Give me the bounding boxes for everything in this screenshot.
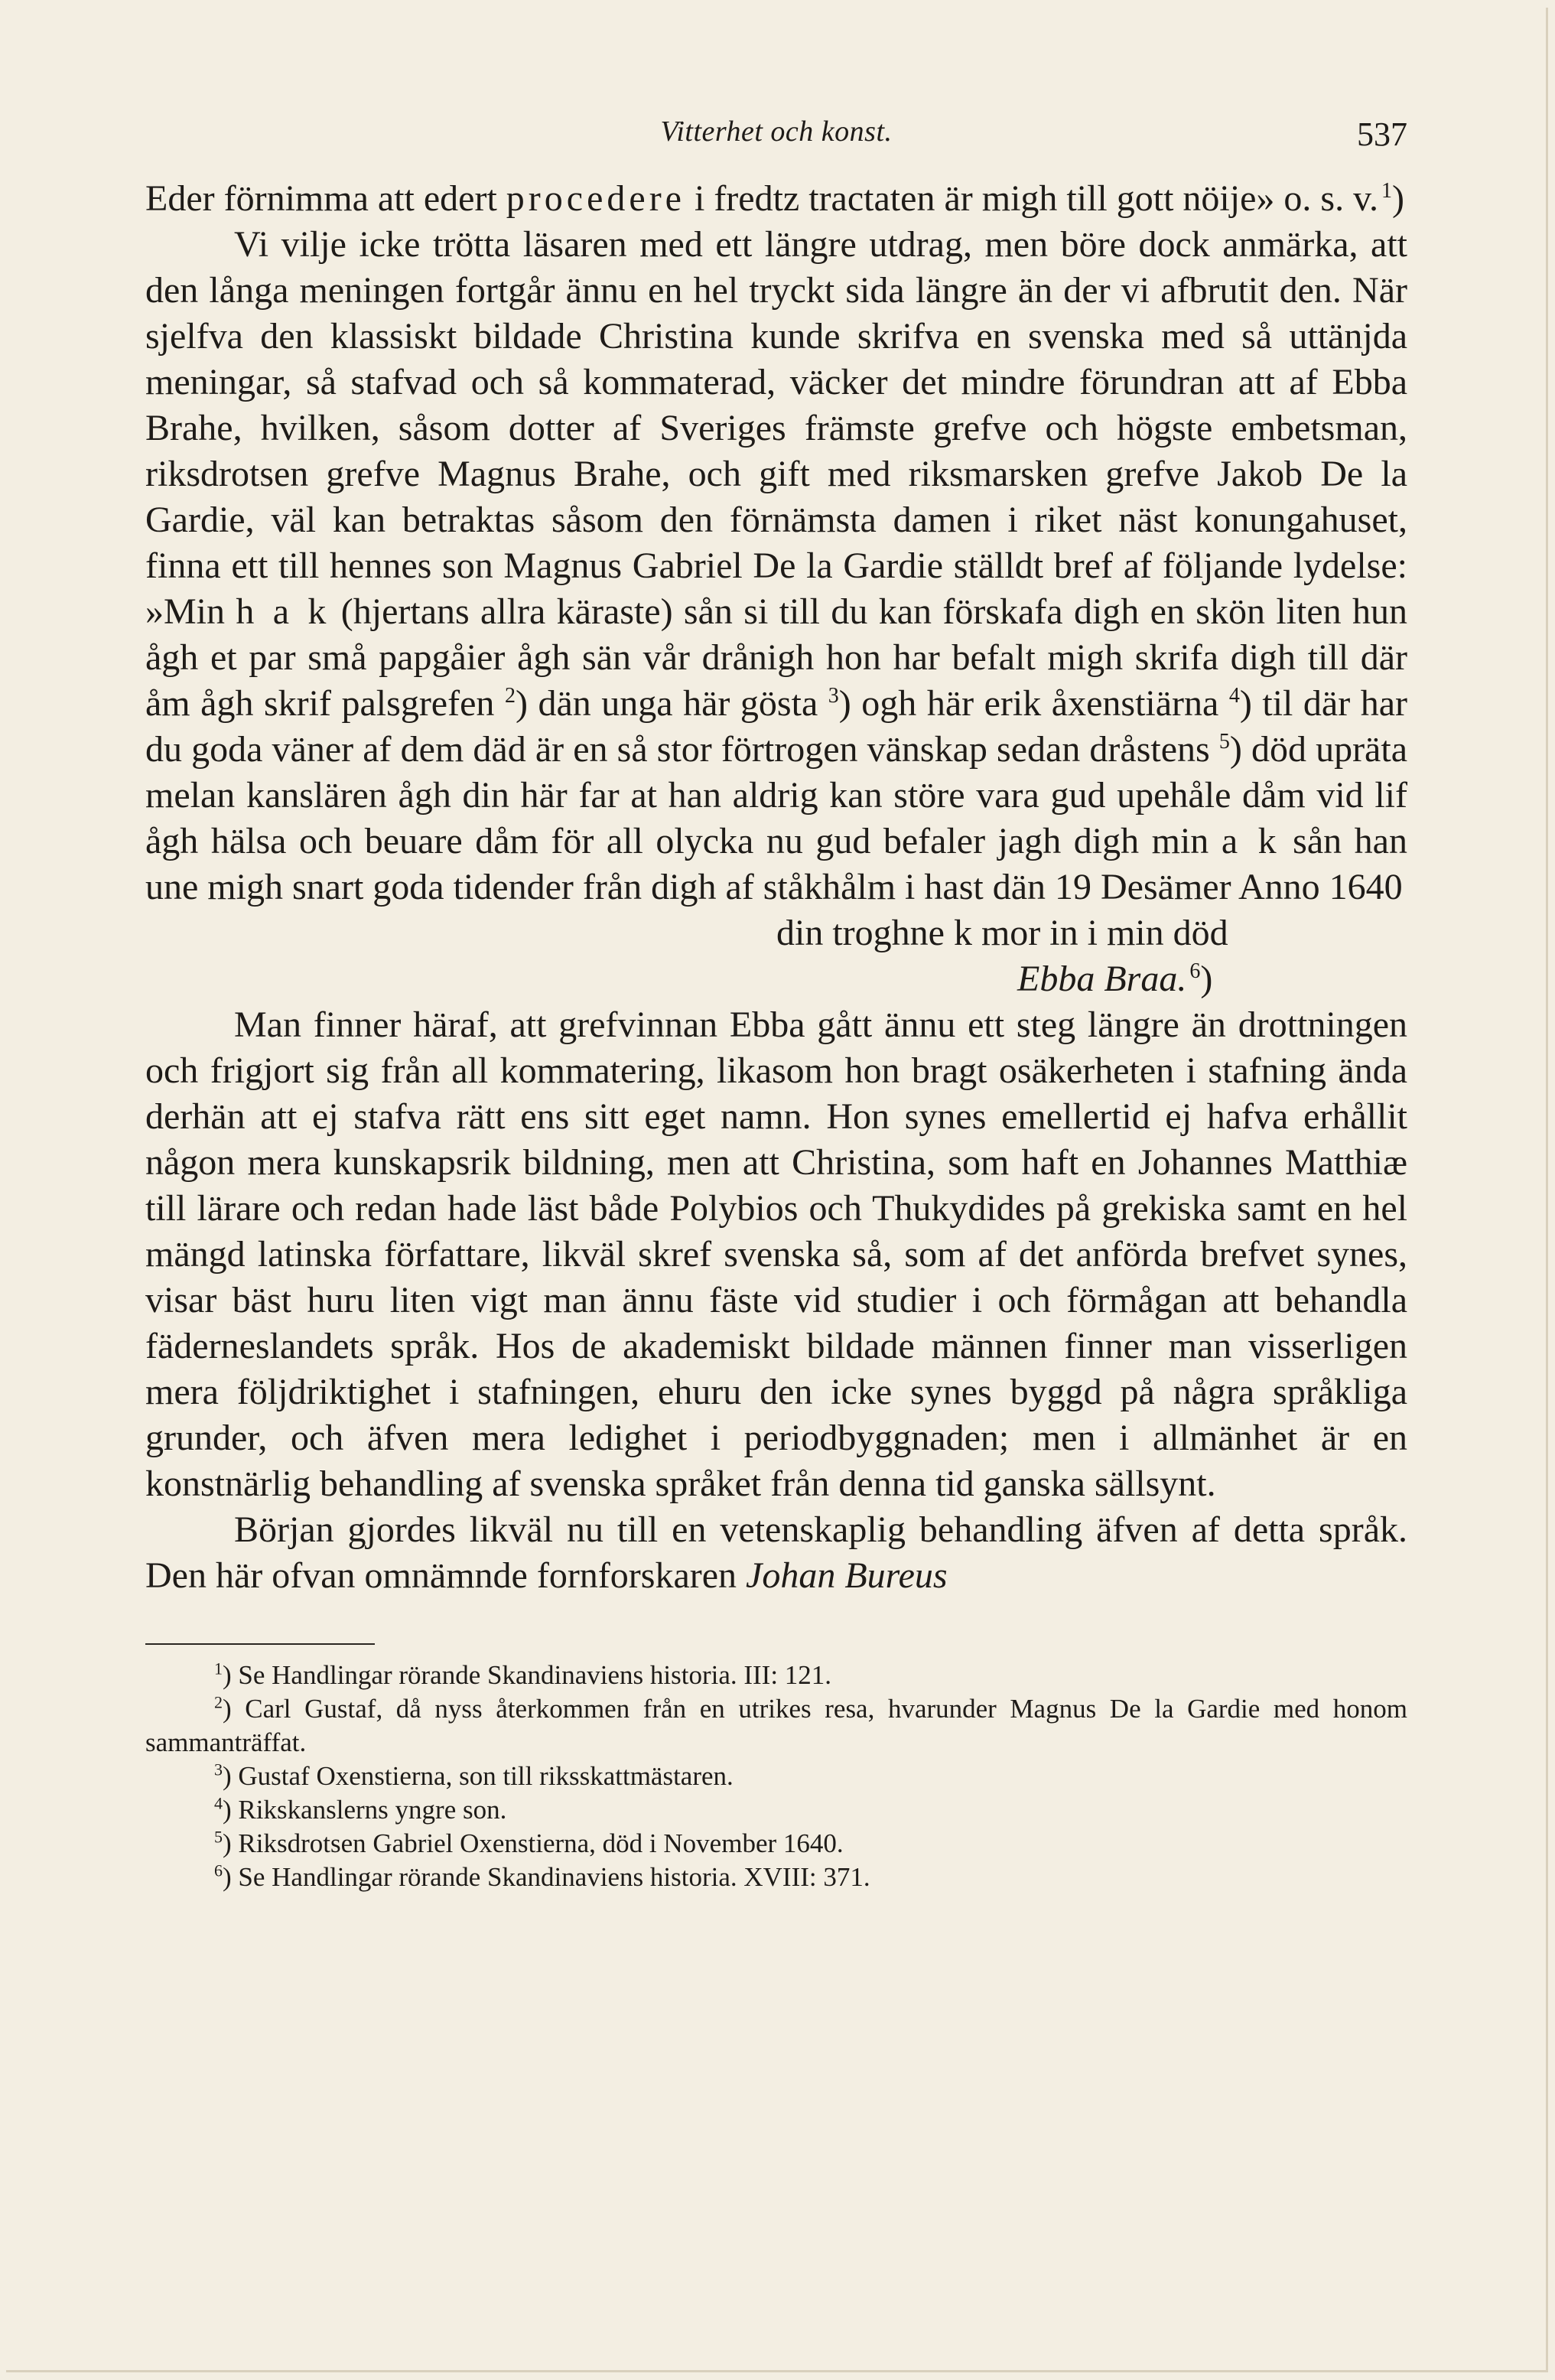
footnote-text: Rikskanslerns yngre son.: [238, 1795, 507, 1825]
signature-name: Ebba Braa.: [1017, 959, 1187, 999]
text-run: ) dän unga här gösta: [515, 683, 828, 724]
footnote-ref-6: 6: [1189, 959, 1201, 983]
footnote-mark: [214, 1795, 232, 1825]
footnote-ref-paren: ): [1200, 959, 1213, 999]
footnote-number: 2: [214, 1692, 223, 1712]
footnote-mark: [214, 1828, 232, 1858]
footnote-3: [145, 1760, 1407, 1793]
footnote-paren: ): [223, 1694, 232, 1724]
footnote-rule: [145, 1643, 375, 1645]
text-run: Eder förnimma att edert: [145, 178, 506, 219]
footnote-ref-3: 3: [828, 684, 839, 708]
footnote-6: [145, 1861, 1407, 1894]
footnote-paren: ): [223, 1660, 232, 1690]
text-run: Man finner häraf, att grefvinnan Ebba gått ännu ett steg längre än drottningen och frigjort sig från all kommatering, likasom hon bragt osäkerheten i stafning ända derhän att ej stafva rätt ens sitt eget namn. Hon synes emellertid ej hafva erhållit någon mera kunskapsrik bildning, men att Christina, som haft en Johannes Matthiæ till lärare och redan hade läst både Polybios och Thukydides på grekiska samt en hel mängd latinska författare, likväl skref svenska så, som af det anförda brefvet synes, visar bäst huru liten vigt man ännu fäste vid studier i och förmågan att behandla fäderneslandets språk. Hos de akademiskt bildade männen finner man visserligen mera följdriktighet i stafningen, ehuru den icke synes byggd på några språkliga grunder, och äfven mera ledighet i periodbyggnaden; men i allmänhet är en konstnärlig behandling af svenska språket från denna tid ganska sällsynt.: [145, 1004, 1407, 1504]
footnote-mark: [214, 1694, 232, 1724]
text-run: i fredtz tractaten är migh till gott nöije» o. s. v.: [685, 178, 1378, 219]
footnote-paren: ): [223, 1761, 232, 1791]
footnote-text: Se Handlingar rörande Skandinaviens historia. XVIII: 371.: [238, 1862, 870, 1892]
spaced-word: procedere: [506, 178, 685, 219]
footnote-number: 4: [214, 1793, 223, 1813]
footnote-text: Carl Gustaf, då nyss återkommen från en utrikes resa, hvarunder Magnus De la Gardie med honom sammanträffat.: [145, 1694, 1407, 1757]
spaced-abbreviation: a k: [1221, 821, 1280, 861]
paragraph-4: [145, 1507, 1407, 1599]
footnote-mark: [214, 1660, 232, 1690]
footnote-ref-1: 1: [1381, 179, 1392, 203]
closing-line: din troghne k mor in i min död: [776, 913, 1228, 953]
footnote-mark: [214, 1862, 232, 1892]
footnote-paren: ): [223, 1862, 232, 1892]
text-run: ) til där har du goda väner af dem däd är en så stor förtrogen vänskap sedan dråstens: [145, 683, 1408, 770]
text-run: Vi vilje icke trötta läsaren med ett längre utdrag, men böre dock anmärka, att den långa meningen fortgår ännu en hel tryckt sida längre än der vi afbrutit den. När sjelfva den klassiskt bildade Christina kunde skrifva en svenska med så uttänjda meningar, så stafvad och så kommaterad, väcker det mindre förundran att af Ebba Brahe, hvilken, såsom dotter af Sveriges främste grefve och högste embetsman, riksdrotsen grefve Magnus Brahe, och gift med riksmarsken grefve Jakob De la Gardie, väl kan betraktas såsom den förnämsta damen i riket näst konungahuset, finna ett till hennes son Magnus Gabriel De la Gardie ställdt bref af följande lydelse: »Min: [145, 224, 1407, 632]
footnote-paren: ): [223, 1795, 232, 1825]
footnote-2: [145, 1692, 1407, 1760]
text-run: ) död upräta melan kanslären ågh din här far at han aldrig kan störe vara gud upehåle dåm vid lif ågh hälsa och beuare dåm för all olycka nu gud befaler jagh digh min: [145, 729, 1407, 861]
paragraph-3: [145, 1002, 1407, 1507]
footnote-ref-2: 2: [504, 684, 516, 708]
footnote-ref-5: 5: [1218, 730, 1230, 754]
footnote-4: [145, 1793, 1407, 1827]
footnote-number: 6: [214, 1861, 223, 1880]
page-number: 537: [1357, 116, 1407, 153]
body-text: [145, 176, 1407, 1599]
signature-line: [1017, 956, 1407, 1002]
letter-closing: [145, 910, 1407, 1002]
footnote-ref-4: 4: [1228, 684, 1240, 708]
paragraph-2: [145, 222, 1407, 910]
text-run: Början gjordes likväl nu till en vetenskaplig behandling äfven af detta språk. Den här ofvan omnämnde fornforskaren: [145, 1509, 1407, 1596]
text-run: sån han une migh snart goda tidender från digh af ståkhålm i hast dän 19 Desämer Anno 1640: [145, 821, 1407, 907]
footnote-number: 3: [214, 1760, 223, 1779]
running-head: [145, 115, 1407, 176]
text-run: ) ogh här erik åxenstiärna: [838, 683, 1229, 724]
footnote-number: 1: [214, 1659, 223, 1678]
text-run: (hjertans allra käraste) sån si till du kan förskafa digh en skön liten hun ågh et par små papgåier ågh sän vår drånigh hon har befalt migh skrifa digh till där åm ågh skrif palsgrefen: [145, 591, 1408, 724]
footnote-number: 5: [214, 1827, 223, 1847]
footnote-text: Se Handlingar rörande Skandinaviens historia. III: 121.: [238, 1660, 832, 1690]
paragraph-1: [145, 176, 1407, 222]
page-content: [145, 115, 1407, 1894]
footnotes: [145, 1659, 1407, 1894]
footnote-ref-paren: ): [1391, 178, 1404, 219]
footnote-paren: ): [223, 1828, 232, 1858]
footnote-text: Riksdrotsen Gabriel Oxenstierna, död i November 1640.: [238, 1828, 844, 1858]
footnote-mark: [214, 1761, 232, 1791]
running-title: Vitterhet och konst.: [660, 116, 893, 148]
footnote-text: Gustaf Oxenstierna, son till riksskattmästaren.: [238, 1761, 734, 1791]
spaced-abbreviation: h a k: [236, 591, 330, 632]
italic-name: Johan Bureus: [746, 1555, 948, 1596]
footnote-5: [145, 1827, 1407, 1861]
footnote-1: [145, 1659, 1407, 1692]
